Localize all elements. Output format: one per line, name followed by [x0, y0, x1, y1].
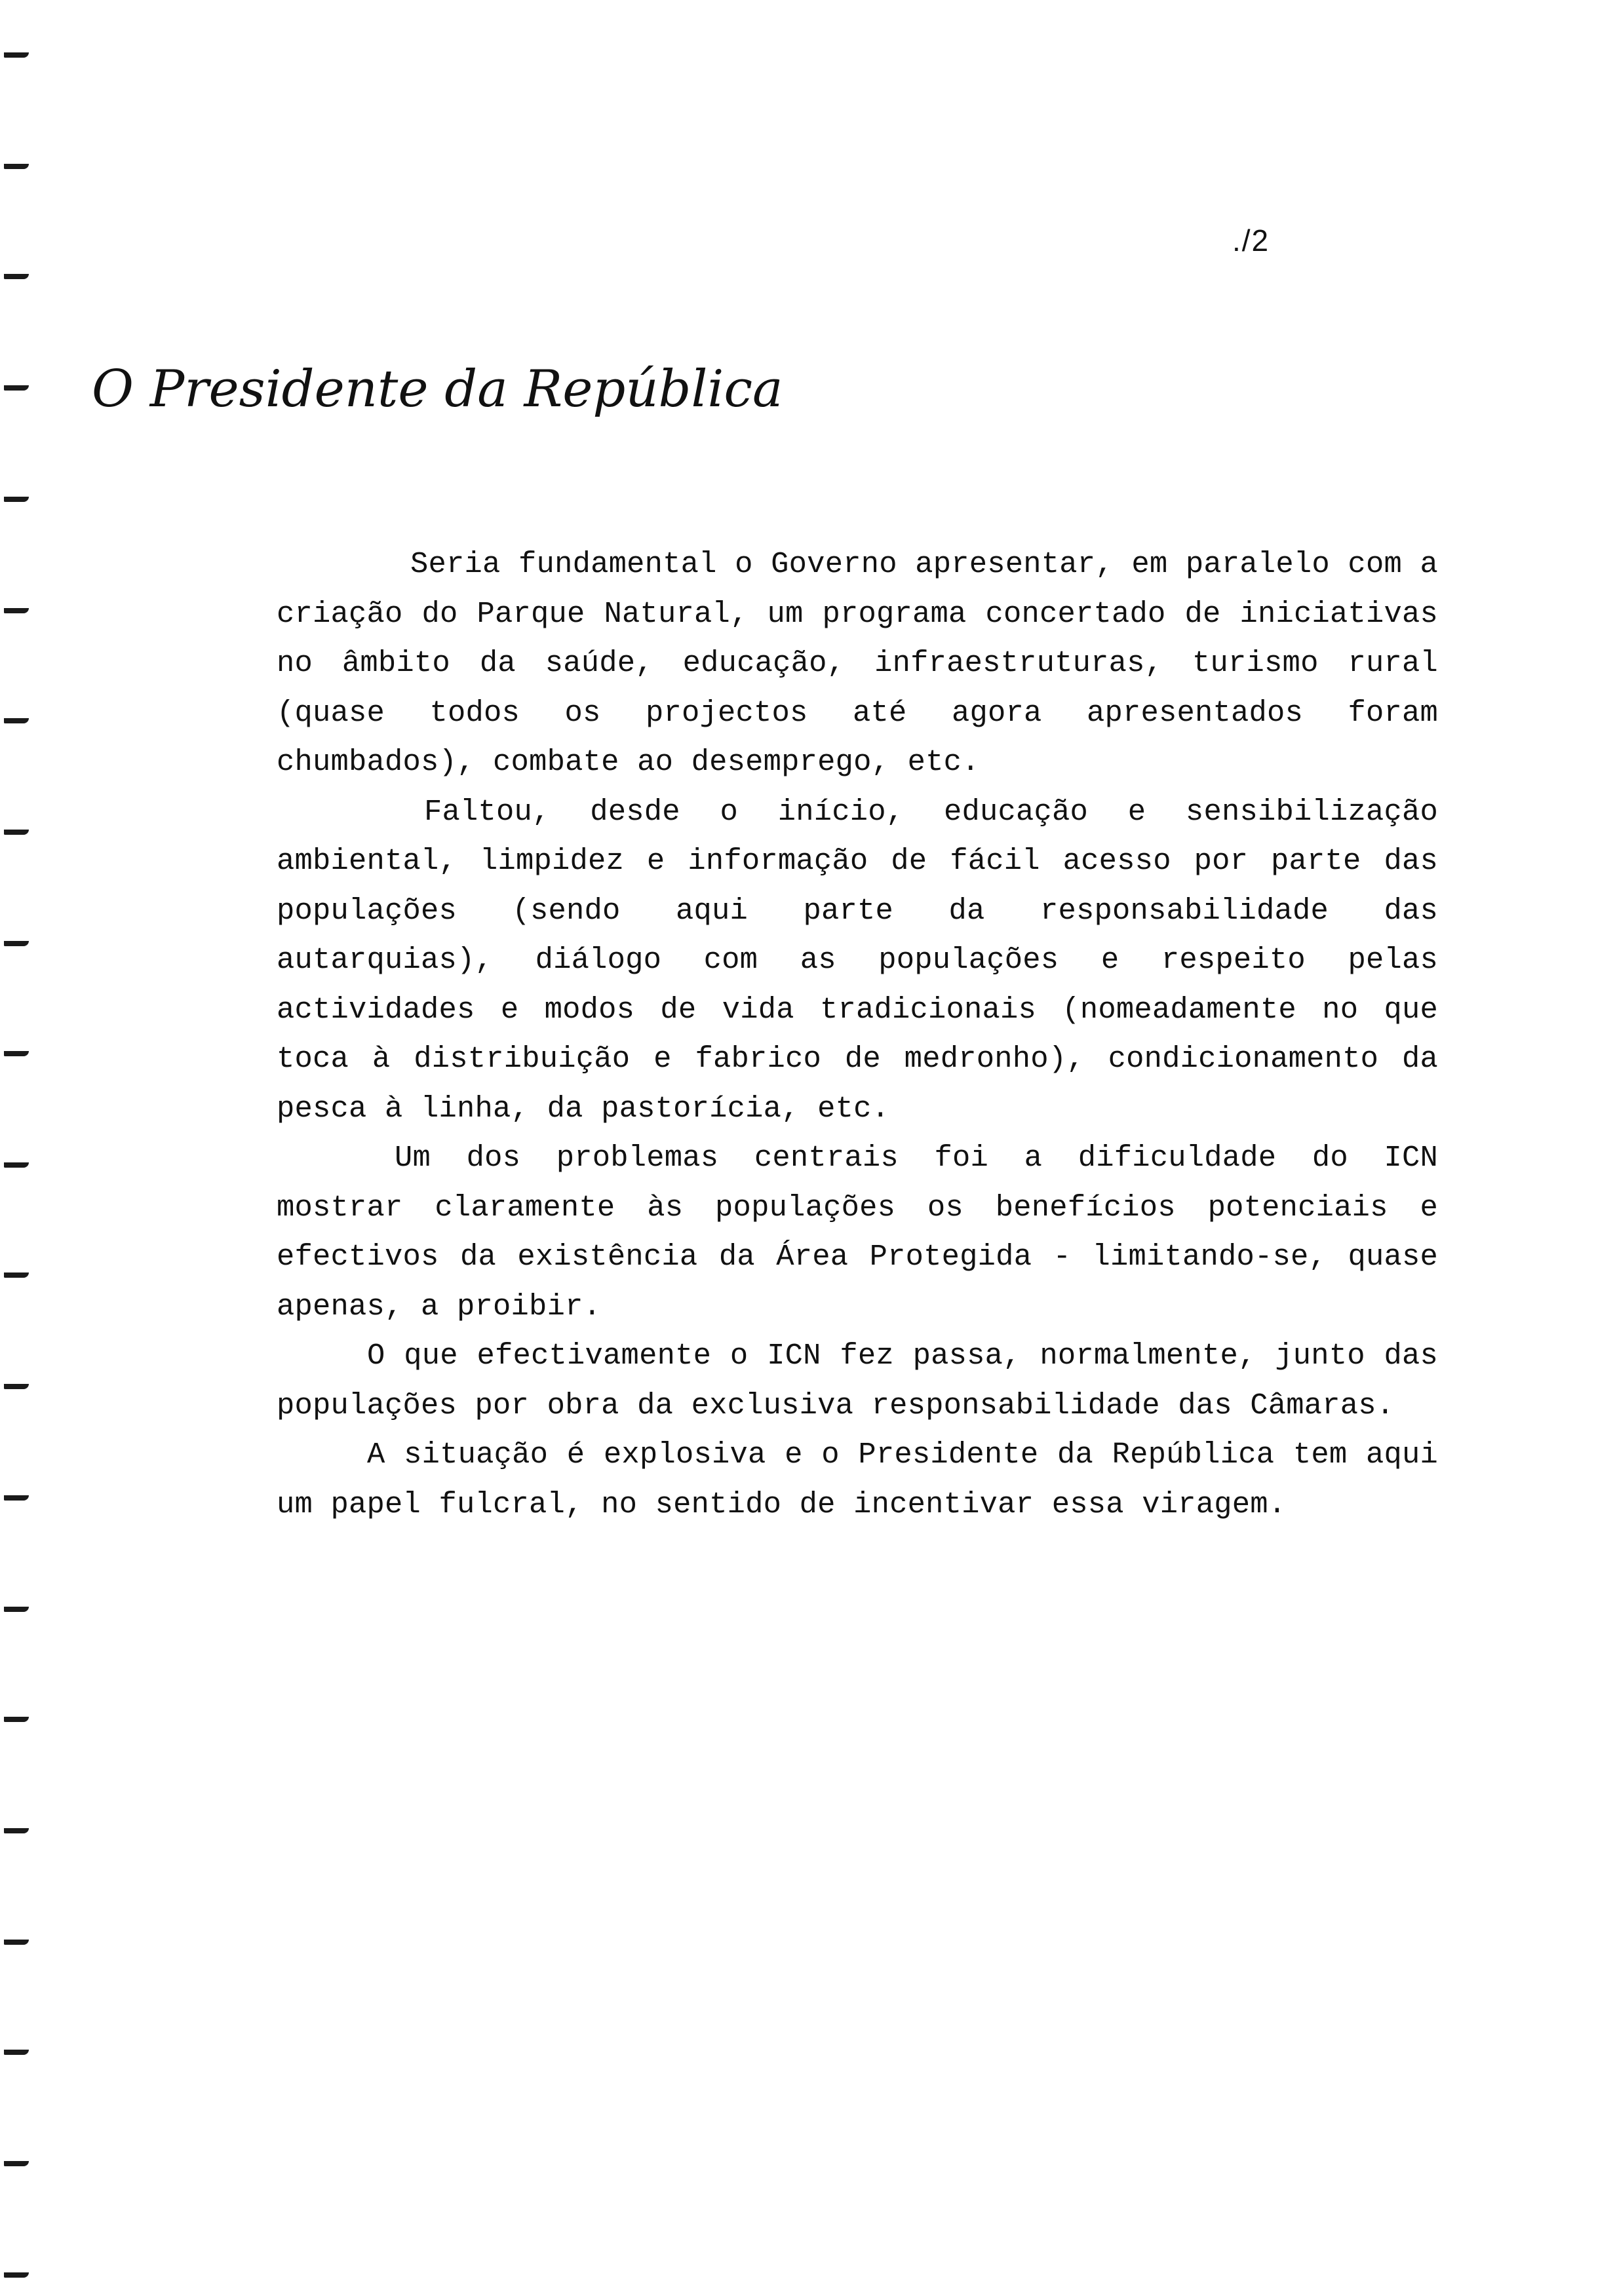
binder-mark [4, 1051, 29, 1056]
letterhead [92, 341, 783, 432]
binder-hole-marks [0, 0, 39, 2296]
letterhead-text: O Presidente da República [92, 360, 783, 419]
binder-mark [4, 608, 29, 613]
binder-mark [4, 274, 29, 279]
binder-mark [4, 1717, 29, 1722]
binder-mark [4, 2161, 29, 2166]
paragraph-5: A situação é explosiva e o Presidente da República tem aqui um papel fulcral, no sentido de incentivar essa viragem. [277, 1438, 1438, 1521]
binder-mark [4, 718, 29, 723]
binder-mark [4, 2050, 29, 2055]
binder-mark [4, 830, 29, 835]
binder-mark [4, 1828, 29, 1833]
binder-mark [4, 52, 29, 58]
paragraph-4: O que efectivamente o ICN fez passa, normalmente, junto das populações por obra da exclusiva responsabilidade das Câmaras. [277, 1339, 1438, 1423]
binder-mark [4, 497, 29, 502]
binder-mark [4, 2272, 29, 2278]
binder-mark [4, 1940, 29, 1945]
binder-mark [4, 1162, 29, 1168]
binder-mark [4, 941, 29, 946]
paragraph-1: Seria fundamental o Governo apresentar, em paralelo com a criação do Parque Natural, um programa concertado de iniciativas no âmbito da saúde, educação, infraestruturas, turismo rural (quase todos os projectos até agora apresentados foram chumbados), combate ao desemprego, etc. [277, 547, 1438, 779]
binder-mark [4, 385, 29, 391]
page-number: ./2 [1232, 223, 1270, 258]
binder-mark [4, 1272, 29, 1278]
binder-mark [4, 1384, 29, 1389]
binder-mark [4, 1495, 29, 1501]
paragraph-3: Um dos problemas centrais foi a dificuldade do ICN mostrar claramente às populações os benefícios potenciais e efectivos da existência da Área Protegida - limitando-se, quase apenas, a proibir. [277, 1141, 1438, 1324]
binder-mark [4, 1607, 29, 1612]
binder-mark [4, 164, 29, 169]
paragraph-2: Faltou, desde o início, educação e sensibilização ambiental, limpidez e informação de fácil acesso por parte das populações (sendo aqui parte da responsabilidade das autarquias), diálogo com as populações e respeito pelas actividades e modos de vida tradicionais (nomeadamente no que toca à distribuição e fabrico de medronho), condicionamento da pesca à linha, da pastorícia, etc. [277, 794, 1438, 1126]
letter-body [277, 540, 1438, 1529]
